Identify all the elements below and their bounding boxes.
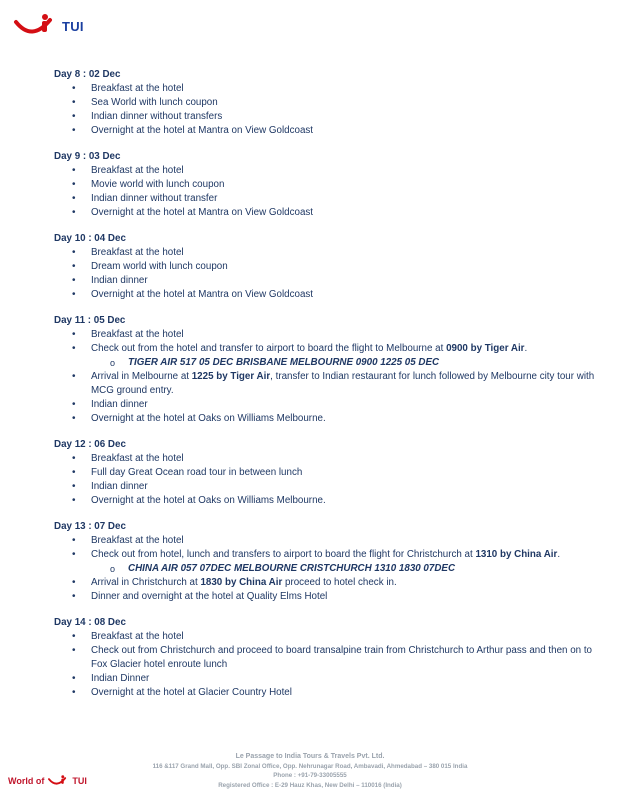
footer-phone: Phone : +91-79-33005555 xyxy=(273,772,347,779)
day-section xyxy=(54,68,604,138)
activity-item xyxy=(54,164,604,178)
day-activity-list xyxy=(54,164,604,220)
activity-text: Breakfast at the hotel xyxy=(91,247,184,258)
activity-text: Movie world with lunch coupon xyxy=(91,179,225,190)
footer-tui-brand: TUI xyxy=(72,776,87,786)
footer-company: Le Passage to India Tours & Travels Pvt. Ltd. xyxy=(235,753,385,760)
activity-item xyxy=(54,328,604,342)
activity-text: Breakfast at the hotel xyxy=(91,535,184,546)
activity-item xyxy=(54,178,604,192)
tui-smile-small-icon xyxy=(47,774,69,788)
activity-item xyxy=(54,96,604,110)
activity-item xyxy=(54,686,604,700)
activity-text: Indian dinner xyxy=(91,481,148,492)
activity-item xyxy=(54,246,604,260)
activity-text: Breakfast at the hotel xyxy=(91,453,184,464)
activity-text: Overnight at the hotel at Glacier Country Hotel xyxy=(91,687,292,698)
day-activity-list xyxy=(54,82,604,138)
activity-text: Check out from Christchurch and proceed to board transalpine train from Christchurch to Arthur pass and then on to Fox Glacier hotel enroute lunch xyxy=(91,645,592,670)
day-title: Day 9 : 03 Dec xyxy=(54,151,121,162)
activity-text: . xyxy=(557,549,561,560)
day-title: Day 11 : 05 Dec xyxy=(54,315,126,326)
activity-text: Arrival in Melbourne at xyxy=(91,371,192,382)
activity-item xyxy=(54,342,604,356)
tui-brand-text: TUI xyxy=(62,18,84,34)
activity-text: CHINA AIR 057 07DEC MELBOURNE CRISTCHURCH 1310 1830 07DEC xyxy=(128,563,456,574)
activity-text: Overnight at the hotel at Mantra on View Goldcoast xyxy=(91,207,314,218)
activity-item xyxy=(54,466,604,480)
flight-time-text: 1830 by China Air xyxy=(200,577,283,588)
activity-text: Check out from hotel, lunch and transfers to airport to board the flight for Christchurch at xyxy=(91,549,476,560)
world-of-text: World of xyxy=(8,776,45,786)
day-section xyxy=(54,232,604,302)
activity-item xyxy=(54,398,604,412)
tui-smile-logo-icon xyxy=(12,12,58,40)
activity-text: Indian Dinner xyxy=(91,673,150,684)
activity-item xyxy=(54,576,604,590)
activity-item xyxy=(54,124,604,138)
activity-item xyxy=(54,206,604,220)
activity-item xyxy=(54,82,604,96)
tui-logo xyxy=(12,12,84,40)
activity-item xyxy=(54,274,604,288)
activity-text: , transfer to Indian restaurant for lunch followed by Melbourne city tour with MCG ground entry. xyxy=(91,371,595,396)
activity-text: Breakfast at the hotel xyxy=(91,83,184,94)
activity-item xyxy=(54,494,604,508)
activity-text: Indian dinner xyxy=(91,275,148,286)
flight-time-text: 0900 by Tiger Air xyxy=(446,343,525,354)
activity-text: Breakfast at the hotel xyxy=(91,631,184,642)
activity-item xyxy=(54,452,604,466)
activity-text: Indian dinner without transfer xyxy=(91,193,218,204)
day-activity-list xyxy=(54,246,604,302)
itinerary-content xyxy=(54,68,604,712)
day-title: Day 10 : 04 Dec xyxy=(54,233,126,244)
activity-item xyxy=(54,630,604,644)
day-section xyxy=(54,314,604,426)
day-title: Day 8 : 02 Dec xyxy=(54,69,121,80)
activity-text: . xyxy=(524,343,528,354)
activity-text: Overnight at the hotel at Mantra on View Goldcoast xyxy=(91,289,314,300)
activity-item xyxy=(54,288,604,302)
activity-item xyxy=(54,534,604,548)
activity-text: Dream world with lunch coupon xyxy=(91,261,228,272)
activity-text: Indian dinner without transfers xyxy=(91,111,223,122)
activity-text: Arrival in Christchurch at xyxy=(91,577,201,588)
day-title: Day 14 : 08 Dec xyxy=(54,617,126,628)
activity-item xyxy=(54,590,604,604)
activity-text: Overnight at the hotel at Mantra on View Goldcoast xyxy=(91,125,314,136)
activity-item xyxy=(54,192,604,206)
activity-text: Check out from the hotel and transfer to airport to board the flight to Melbourne at xyxy=(91,343,447,354)
activity-text: Sea World with lunch coupon xyxy=(91,97,218,108)
day-activity-list xyxy=(54,630,604,700)
activity-text: Overnight at the hotel at Oaks on Williams Melbourne. xyxy=(91,495,326,506)
activity-text: Breakfast at the hotel xyxy=(91,165,184,176)
day-activity-list xyxy=(54,452,604,508)
day-activity-list xyxy=(54,328,604,426)
activity-item xyxy=(54,548,604,562)
page-footer xyxy=(0,752,620,790)
footer-registered: Registered Office : E-29 Hauz Khas, New Delhi – 110016 (India) xyxy=(218,781,402,789)
activity-item xyxy=(54,672,604,686)
activity-text: proceed to hotel check in. xyxy=(282,577,397,588)
day-section xyxy=(54,520,604,604)
day-section xyxy=(54,150,604,220)
activity-text: Overnight at the hotel at Oaks on Williams Melbourne. xyxy=(91,413,326,424)
activity-text: TIGER AIR 517 05 DEC BRISBANE MELBOURNE 0900 1225 05 DEC xyxy=(128,357,440,368)
world-of-tui-logo xyxy=(8,774,87,788)
day-section xyxy=(54,438,604,508)
activity-text: Full day Great Ocean road tour in between lunch xyxy=(91,467,303,478)
footer-address: 116 &117 Grand Mall, Opp. SBI Zonal Office, Opp. Nehrunagar Road, Ambavadi, Ahmedabad – 380 015 India xyxy=(152,762,468,770)
flight-time-text: 1225 by Tiger Air xyxy=(191,371,271,382)
activity-item xyxy=(54,480,604,494)
day-title: Day 12 : 06 Dec xyxy=(54,439,126,450)
flight-detail-item xyxy=(54,356,604,370)
activity-text: Indian dinner xyxy=(91,399,148,410)
day-section xyxy=(54,616,604,700)
activity-item xyxy=(54,110,604,124)
day-title: Day 13 : 07 Dec xyxy=(54,521,126,532)
activity-item xyxy=(54,644,604,672)
activity-text: Breakfast at the hotel xyxy=(91,329,184,340)
activity-item xyxy=(54,412,604,426)
flight-time-text: 1310 by China Air xyxy=(475,549,558,560)
flight-detail-item xyxy=(54,562,604,576)
day-activity-list xyxy=(54,534,604,604)
activity-item xyxy=(54,260,604,274)
activity-item xyxy=(54,370,604,398)
activity-text: Dinner and overnight at the hotel at Quality Elms Hotel xyxy=(91,591,328,602)
